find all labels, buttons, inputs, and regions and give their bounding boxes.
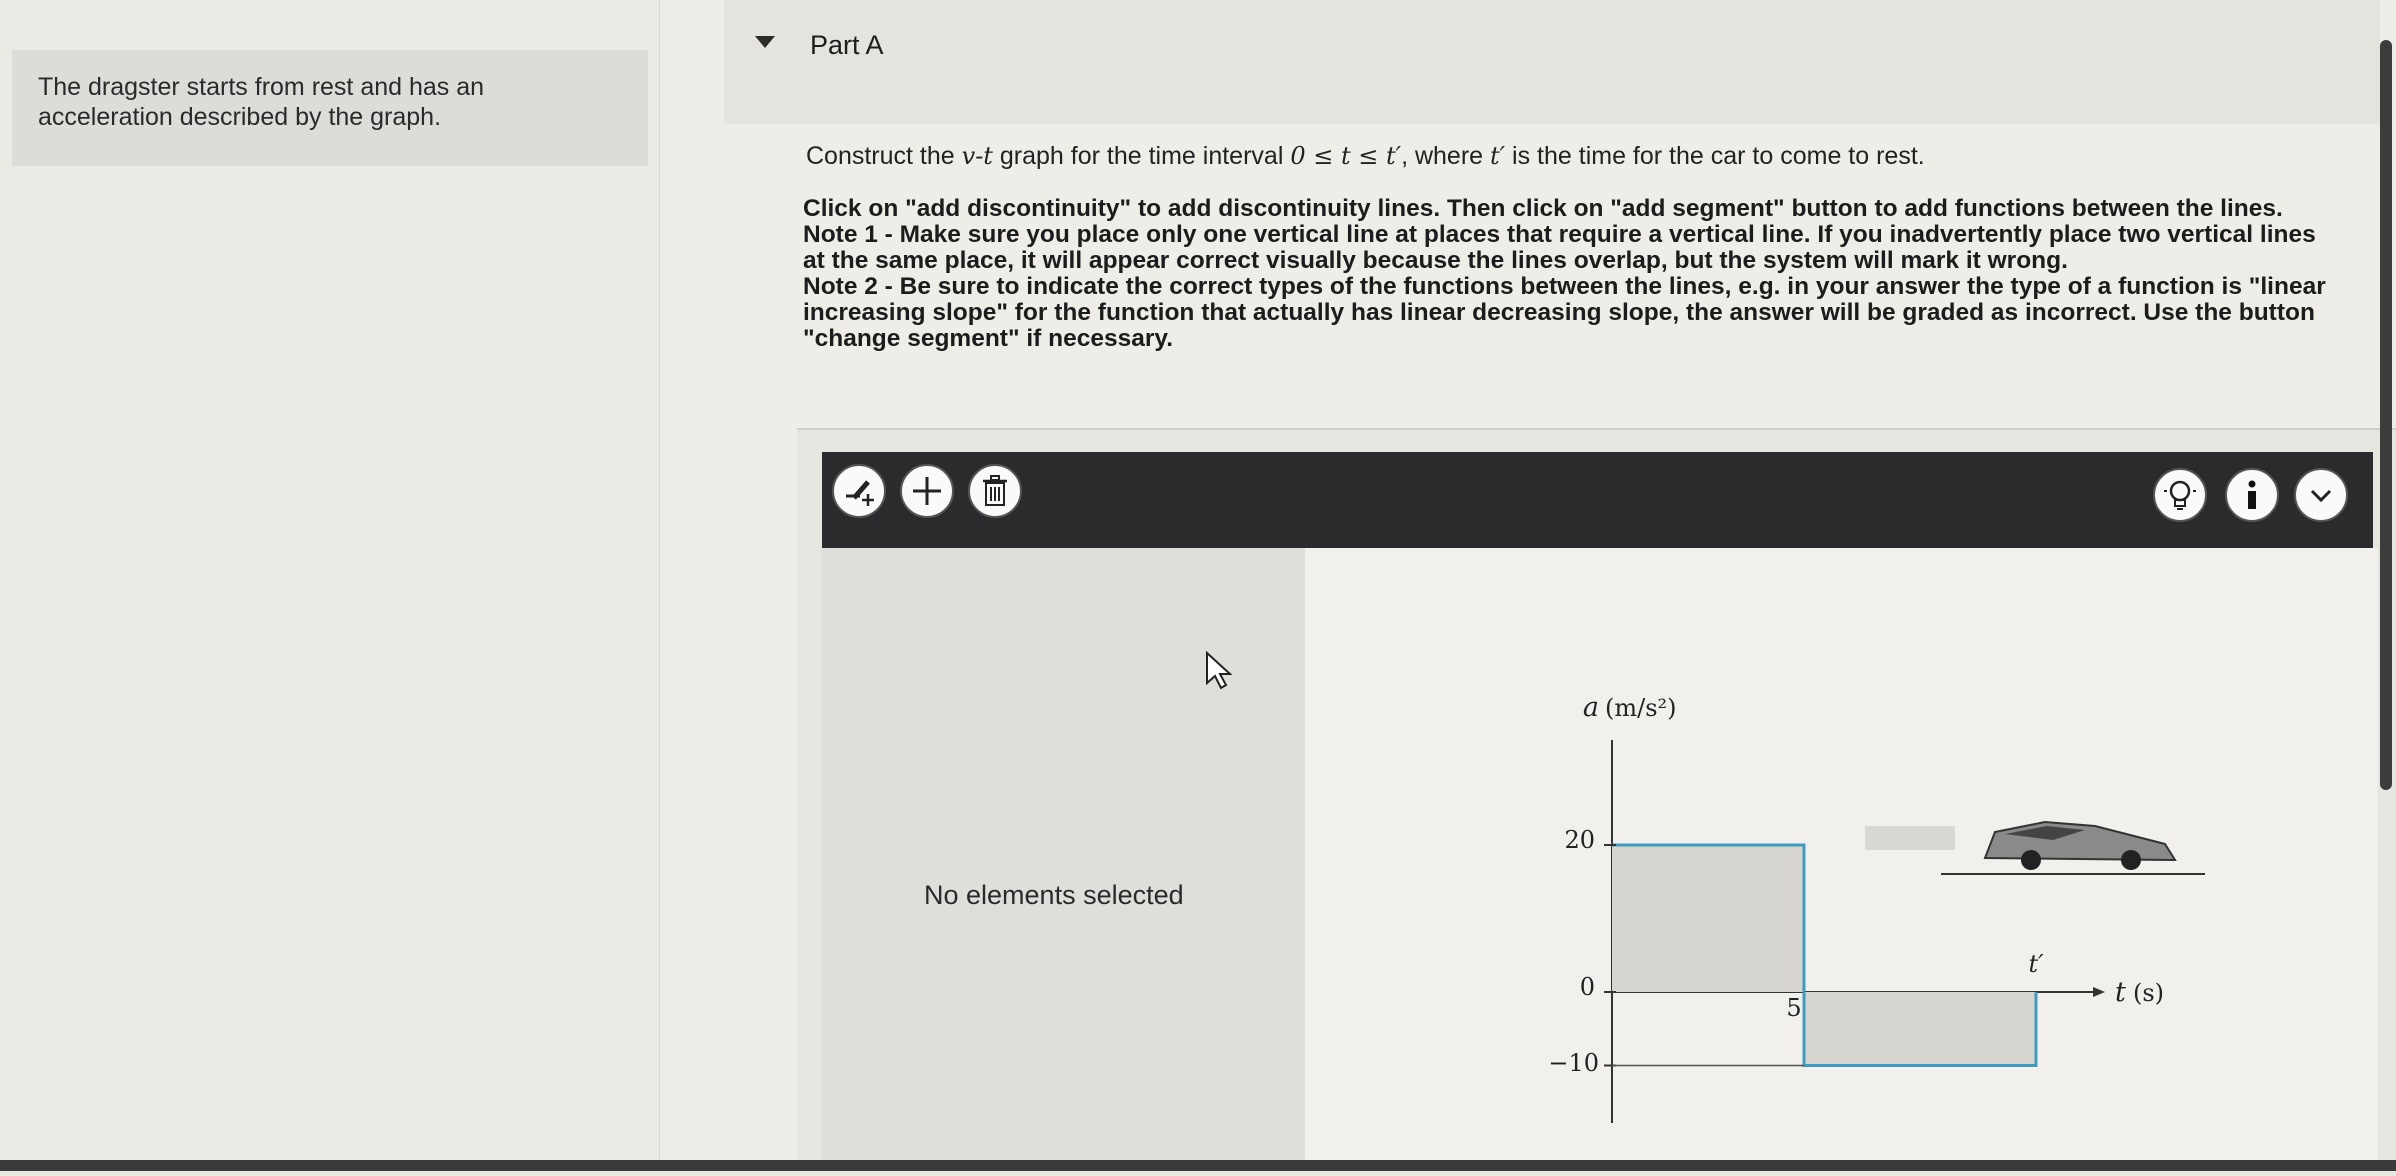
instr-text-mid: graph for the time interval	[992, 142, 1291, 170]
collapse-triangle-icon[interactable]	[755, 36, 775, 48]
instr-vt: v-t	[961, 142, 993, 170]
instr-text-mid2: , where	[1401, 142, 1491, 170]
instr-text-tail: is the time for the car to come to rest.	[1505, 142, 1925, 170]
y-axis-label-unit: (m/s²)	[1605, 694, 1677, 722]
y-tick-0: 0	[1579, 973, 1595, 1001]
info-button[interactable]	[2225, 468, 2279, 522]
y-tick-neg10: −10	[1548, 1049, 1599, 1077]
acceleration-figure	[1305, 548, 2378, 1171]
mouse-cursor-icon	[1204, 650, 1234, 692]
x-tick-5: 5	[1786, 994, 1802, 1022]
add-discontinuity-button[interactable]	[832, 464, 886, 518]
instruction-main	[806, 142, 2326, 171]
chevron-down-icon	[2307, 485, 2335, 505]
y-tick-20: 20	[1564, 826, 1595, 854]
dragster-car-image	[1865, 822, 2205, 874]
bottom-edge	[0, 1160, 2396, 1171]
part-header[interactable]	[724, 0, 2380, 124]
x-tick-tprime: t′	[2028, 950, 2044, 978]
scrollbar[interactable]	[2380, 40, 2392, 790]
segment-area-1	[1804, 992, 2036, 1066]
selection-panel	[822, 548, 1307, 1171]
instr-text-lead: Construct the	[806, 142, 962, 170]
graph-canvas[interactable]	[1305, 548, 2378, 1171]
y-axis-label-var: a	[1582, 692, 1599, 723]
instr-add-discontinuity-note: Click on "add discontinuity" to add discontinuity lines. Then click on "add segment" button to add functions between the lines.	[803, 195, 2283, 222]
add-segment-icon	[910, 474, 944, 508]
delete-button[interactable]	[968, 464, 1022, 518]
add-segment-button[interactable]	[900, 464, 954, 518]
add-discontinuity-icon	[840, 472, 878, 510]
x-axis-arrow-icon	[2093, 987, 2105, 997]
instruction-notes	[803, 196, 2333, 352]
instr-note-2: Note 2 - Be sure to indicate the correct types of the functions between the lines, e.g. in your answer the type of a function is "linear increasing slope" for the function that actually has linear decreasing slope, the answer will be graded as incorrect. Use the button "change segment" if necessary.	[803, 273, 2326, 352]
x-axis-label-unit: (s)	[2133, 979, 2165, 1007]
problem-statement: The dragster starts from rest and has an acceleration described by the graph.	[12, 50, 648, 166]
segment-area-0	[1612, 845, 1804, 992]
instr-interval: 0 ≤ t ≤ t′	[1290, 142, 1402, 170]
graph-toolbar	[822, 452, 2373, 548]
expand-toolbar-button[interactable]	[2294, 468, 2348, 522]
instr-note-1: Note 1 - Make sure you place only one vertical line at places that require a vertical line. If you inadvertently place two vertical lines at the same place, it will appear correct visually because the lines overlap, but the system will mark it wrong.	[803, 221, 2316, 274]
instr-tprime: t′	[1490, 142, 1506, 170]
part-title[interactable]: Part A	[810, 30, 884, 60]
info-icon	[2237, 478, 2267, 512]
x-axis-label-var: t	[2115, 977, 2126, 1008]
hint-bulb-icon	[2164, 478, 2196, 512]
hint-button[interactable]	[2153, 468, 2207, 522]
no-elements-selected-text: No elements selected	[924, 880, 1184, 910]
left-pane	[0, 0, 660, 1171]
delete-icon	[980, 474, 1010, 508]
